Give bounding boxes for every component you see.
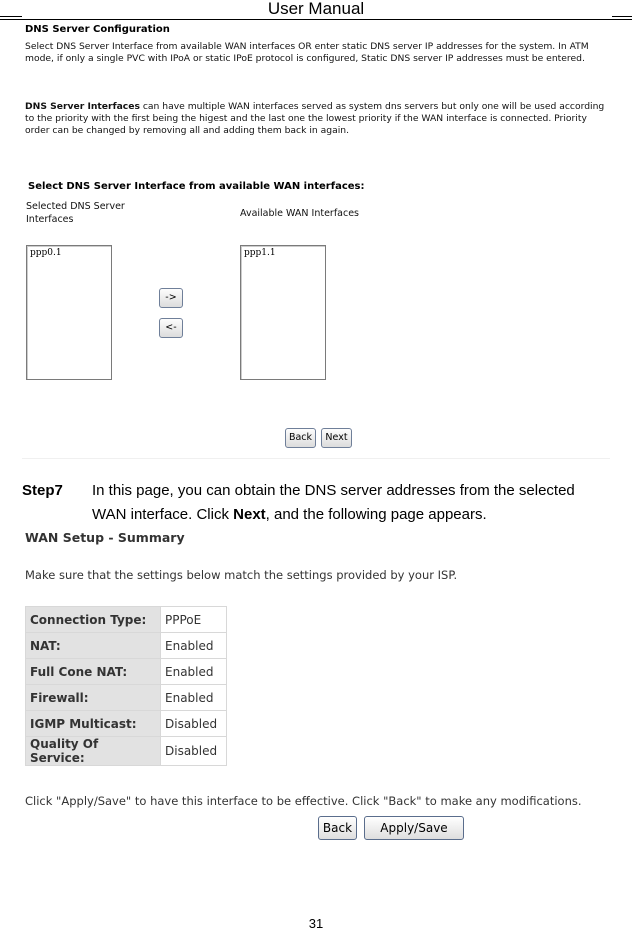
- summary-row-label: IGMP Multicast:: [26, 711, 161, 737]
- available-interfaces-listbox[interactable]: [240, 245, 326, 380]
- summary-row: [26, 737, 227, 766]
- page-number: 31: [308, 916, 324, 931]
- summary-row-value: Enabled: [161, 633, 227, 659]
- selected-interface-item[interactable]: ppp0.1: [30, 248, 62, 258]
- back-button[interactable]: Back: [285, 428, 316, 448]
- summary-row-value: Enabled: [161, 685, 227, 711]
- summary-row: [26, 659, 227, 685]
- wan-summary-intro: Make sure that the settings below match the settings provided by your ISP.: [25, 568, 458, 582]
- summary-row-label: Firewall:: [26, 685, 161, 711]
- wan-summary-footer: Click "Apply/Save" to have this interface to be effective. Click "Back" to make any modifications.: [25, 794, 582, 808]
- next-button[interactable]: Next: [321, 428, 352, 448]
- available-interface-item[interactable]: ppp1.1: [244, 248, 276, 258]
- summary-row-value: Enabled: [161, 659, 227, 685]
- move-right-button[interactable]: ->: [159, 288, 183, 308]
- dns-config-intro: Select DNS Server Interface from available WAN interfaces OR enter static DNS server IP addresses for the system. In ATM mode, if only a single PVC with IPoA or static IPoE protocol is configured, Static DNS server IP addresses must be entered.: [25, 41, 589, 64]
- move-left-button[interactable]: <-: [159, 318, 183, 338]
- summary-row-value: Disabled: [161, 711, 227, 737]
- summary-row: [26, 711, 227, 737]
- wan-summary-screenshot: [22, 526, 610, 852]
- header-rule-left: [0, 16, 22, 17]
- available-interfaces-label: Available WAN Interfaces: [240, 208, 360, 219]
- summary-row: [26, 633, 227, 659]
- dns-config-screenshot: [22, 20, 610, 459]
- selected-interfaces-listbox[interactable]: [26, 245, 112, 380]
- summary-row-label: Connection Type:: [26, 607, 161, 633]
- dns-select-subheading: Select DNS Server Interface from available WAN interfaces:: [28, 181, 365, 192]
- summary-row-value: Disabled: [161, 737, 227, 766]
- dns-interfaces-term: DNS Server Interfaces: [25, 101, 140, 112]
- dns-config-interfaces-text: [25, 101, 607, 137]
- manual-title: User Manual: [267, 0, 365, 18]
- selected-interfaces-label: Selected DNS Server Interfaces: [26, 201, 125, 225]
- dns-interfaces-desc: can have multiple WAN interfaces served as system dns servers but only one will be used according to the priority with the first being the higest and the last one the lowest priority if the WAN interface is connected. Priority order can be changed by removing all and adding them back in again.: [25, 101, 605, 136]
- apply-save-button[interactable]: Apply/Save: [364, 816, 464, 840]
- header-rule-right: [612, 16, 632, 17]
- step-text-line1: In this page, you can obtain the DNS server addresses from the selected: [92, 482, 575, 499]
- wan-summary-title: WAN Setup - Summary: [25, 530, 185, 545]
- next-keyword: Next: [233, 506, 266, 523]
- summary-table: [25, 606, 227, 766]
- step-text-line2: WAN interface. Click Next, and the following page appears.: [92, 506, 487, 523]
- summary-row-label: Full Cone NAT:: [26, 659, 161, 685]
- step-label: Step7: [22, 482, 63, 499]
- summary-back-button[interactable]: Back: [318, 816, 357, 840]
- summary-row: [26, 685, 227, 711]
- summary-row: [26, 607, 227, 633]
- dns-config-title: DNS Server Configuration: [25, 24, 170, 35]
- summary-row-value: PPPoE: [161, 607, 227, 633]
- summary-row-label: Quality Of Service:: [26, 737, 161, 766]
- summary-row-label: NAT:: [26, 633, 161, 659]
